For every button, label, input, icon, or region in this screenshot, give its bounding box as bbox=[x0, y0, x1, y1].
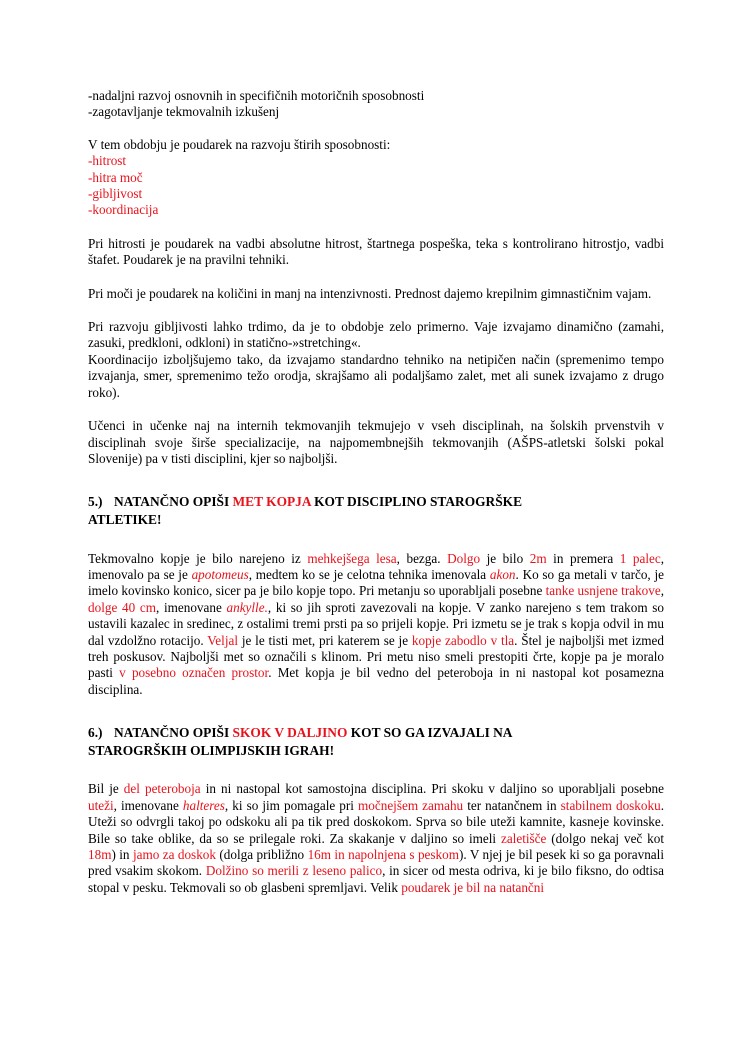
q5-t1: Tekmovalno kopje je bilo narejeno iz bbox=[88, 550, 308, 566]
q6-r9: 16m in napolnjena s peskom bbox=[307, 846, 459, 862]
q5-r10: Veljal bbox=[207, 632, 239, 648]
q5-r7: tanke usnjene trakove bbox=[545, 583, 661, 599]
question-5-text-after: KOT DISCIPLINO STAROGRŠKE bbox=[310, 494, 522, 510]
q6-r10: Dolžino so merili z leseno palico bbox=[205, 863, 383, 879]
q5-t4: in premera bbox=[546, 550, 620, 566]
q6-r8: jamo za doskok bbox=[132, 846, 216, 862]
question-5-number: 5.) bbox=[88, 494, 103, 510]
question-6-text-after: KOT SO GA IZVAJALI NA bbox=[347, 725, 513, 741]
q6-t3: , imenovane bbox=[113, 797, 183, 813]
q6-t7: (dolgo nekaj več kot bbox=[546, 830, 664, 846]
q5-r6-italic: akon bbox=[489, 566, 516, 582]
q5-r4: 1 palec bbox=[619, 550, 661, 566]
q6-r7: 18m bbox=[88, 846, 112, 862]
q5-r8: dolge 40 cm bbox=[88, 599, 156, 615]
spacer bbox=[88, 269, 664, 286]
spacer bbox=[88, 467, 664, 493]
question-5-text-before: NATANČNO OPIŠI bbox=[114, 494, 233, 510]
strength-paragraph: Pri moči je poudarek na količini in manj na intenzivnosti. Prednost dajemo krepilnim gimnastičnim vajam. bbox=[88, 285, 652, 301]
q6-r4: močnejšem zamahu bbox=[358, 797, 464, 813]
q6-t6: . Uteži so odvrgli takoj po odskoku ali pa tik pred doskokom. Sprva so bile uteži kamnite, kasneje kovinske. Bile so take oblike, da so se prilegale roki. Za skakanje v daljino so imeli bbox=[88, 797, 664, 846]
question-6-highlight: SKOK V DALJINO bbox=[232, 725, 348, 741]
question-5-heading-line2: ATLETIKE! bbox=[88, 511, 162, 527]
spacer bbox=[88, 529, 664, 551]
speed-paragraph: Pri hitrosti je poudarek na vadbi absolutne hitrost, štartnega pospeška, teka s kontrolirano hitrostjo, vadbi štafet. Poudarek je na pravilni tehniki. bbox=[88, 235, 664, 268]
ability-item-gibljivost: -gibljivost bbox=[88, 186, 143, 202]
spacer bbox=[88, 698, 664, 724]
q5-t9: , imenovane bbox=[155, 599, 227, 615]
q5-r12: v posebno označen prostor bbox=[119, 665, 269, 681]
abilities-lead: V tem obdobju je poudarek na razvoju štirih sposobnosti: bbox=[88, 136, 391, 152]
ability-item-hitrost: -hitrost bbox=[88, 153, 127, 169]
q6-r5: stabilnem doskoku bbox=[560, 797, 661, 813]
spacer bbox=[88, 302, 664, 319]
q5-r3: 2m bbox=[529, 550, 547, 566]
coordination-paragraph: Koordinacijo izboljšujemo tako, da izvajamo standardno tehniko na netipičen način (spremenimo tempo izvajanja, smer, spremenimo težo orodja, skrajšamo ali podaljšamo zalet, met ali sunek izvajamo z drugo roko). bbox=[88, 351, 664, 400]
q5-t11: je le tisti met, pri katerem se je bbox=[238, 632, 412, 648]
question-5-body bbox=[88, 551, 664, 699]
q6-r6: zaletišče bbox=[500, 830, 547, 846]
q5-r11: kopje zabodlo v tla bbox=[411, 632, 515, 648]
q5-t6: , medtem ko se je celotna tehnika imenovala bbox=[248, 566, 490, 582]
flexibility-paragraph: Pri razvoju gibljivosti lahko trdimo, da je to obdobje zelo primerno. Vaje izvajamo dinamično (zamahi, zasuki, predkloni, odkloni) in statično-»stretching«. bbox=[88, 319, 664, 351]
question-6-number: 6.) bbox=[88, 725, 103, 741]
ability-item-hitra-moc: -hitra moč bbox=[88, 169, 143, 185]
q6-r2: uteži bbox=[88, 797, 114, 813]
q5-t12: . Štel je najboljši met izmed treh poskusov. Najboljši met so označili s klinom. Pri metu niso smeli prestopiti črte, kopje pa je moralo pasti bbox=[88, 632, 665, 681]
competition-paragraph: Učenci in učenke naj na internih tekmovanjih tekmujejo v vseh disciplinah, na šolskih prvenstvih v disciplinah svoje širše specializacije, na najpomembnejših tekmovanjih (AŠPS-atletski šolski pokal Slovenije) pa v tisti disciplini, kjer so najboljši. bbox=[88, 418, 664, 466]
question-6-body bbox=[88, 781, 664, 896]
q5-t13: . Met kopja je bil vedno del peteroboja in ni nastopal kot posamezna disciplina. bbox=[88, 665, 665, 697]
q6-r3-italic: halteres bbox=[182, 797, 225, 813]
q6-t10: ). V njej je bil pesek ki so ga poravnali pred vsakim skokom. bbox=[88, 846, 664, 879]
q5-t5: , imenovalo pa se je bbox=[88, 550, 664, 582]
question-6-text-before: NATANČNO OPIŠI bbox=[114, 725, 233, 741]
q6-t9: (dolga približno bbox=[215, 846, 308, 862]
document-body bbox=[88, 88, 664, 896]
q5-t3: je bilo bbox=[480, 550, 530, 566]
q5-r9-italic: ankylle. bbox=[226, 599, 268, 615]
q6-r11: poudarek je bil na natančni bbox=[401, 879, 545, 895]
q5-r2: Dolgo bbox=[447, 550, 481, 566]
ability-item-koordinacija: -koordinacija bbox=[88, 202, 159, 218]
q5-r5-italic: apotomeus bbox=[191, 566, 249, 582]
q5-t10: , ki so jih sproti zavezovali na kopje. V zanko narejeno s tem trakom so ustavili kazalec in sredinec, z ostalimi tremi prsti pa so prijeli kopje. Pri izmetu se je trak s kopja odvil in mu dal vzdolžno rotacijo. bbox=[88, 599, 665, 648]
question-6-heading-line2: STAROGRŠKIH OLIMPIJSKIH IGRAH! bbox=[88, 742, 335, 758]
q5-r1: mehkejšega lesa bbox=[307, 550, 397, 566]
q6-t2: in ni nastopal kot samostojna disciplina. Pri skoku v daljino so uporabljali posebne bbox=[200, 781, 664, 797]
spacer bbox=[88, 121, 664, 137]
spacer bbox=[88, 759, 664, 781]
q6-t1: Bil je bbox=[88, 781, 124, 797]
q5-t8: , bbox=[660, 583, 664, 599]
question-5-highlight: MET KOPJA bbox=[232, 494, 311, 510]
question-5-heading bbox=[88, 493, 664, 528]
q6-r1: del peteroboja bbox=[123, 781, 201, 797]
q6-t8: ) in bbox=[111, 846, 133, 862]
q6-t11: , in sicer od mesta odriva, ki je bilo fiksno, do odtisa stopal v pesku. Tekmovali so ob glasbeni spremljavi. Velik bbox=[88, 863, 664, 895]
q6-t4: , ki so jim pomagale pri bbox=[224, 797, 359, 813]
intro-bullet-2: -zagotavljanje tekmovalnih izkušenj bbox=[88, 104, 280, 120]
question-6-heading bbox=[88, 724, 664, 759]
q6-t5: ter natančnem in bbox=[463, 797, 561, 813]
spacer bbox=[88, 219, 664, 236]
q5-t2: , bezga. bbox=[396, 550, 448, 566]
intro-bullet-1: -nadaljni razvoj osnovnih in specifičnih motoričnih sposobnosti bbox=[88, 88, 425, 103]
spacer bbox=[88, 401, 664, 418]
q5-t7: . Ko so ga metali v tarčo, je imelo kovinsko konico, sicer pa je bilo kopje topo. Pri metanju so uporabljali posebne bbox=[88, 566, 664, 599]
